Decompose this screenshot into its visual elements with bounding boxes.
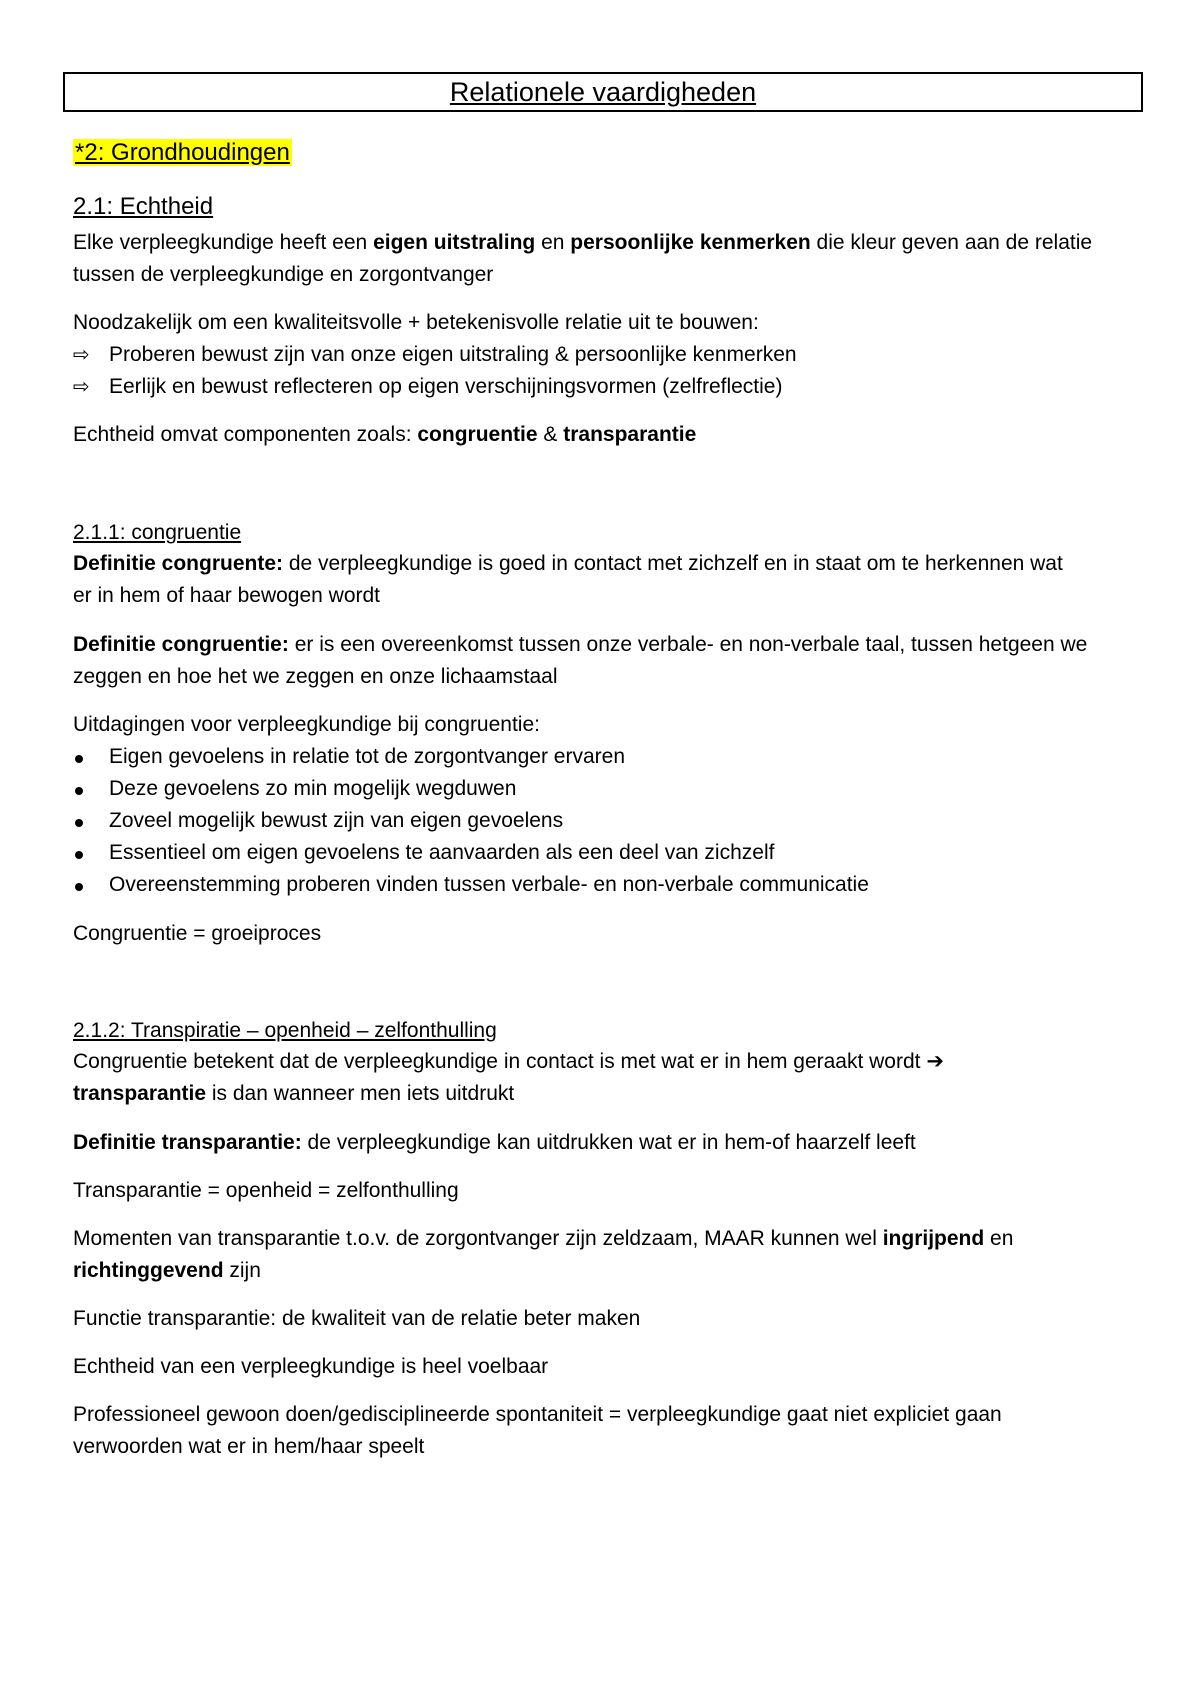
paragraph-momenten-b: [73, 1258, 261, 1284]
text-run: &: [537, 423, 564, 446]
chapter-heading: [73, 140, 292, 167]
text-run: de verpleegkundige kan uitdrukken wat er in hem-of haarzelf leeft: [301, 1131, 916, 1154]
text-run: de verpleegkundige is goed in contact met zichzelf en in staat om te herkennen wat: [283, 552, 1063, 575]
text-run: zijn: [223, 1259, 261, 1282]
subsection-heading-congruentie: 2.1.1: congruentie: [73, 521, 242, 544]
definition-congruente-b: er in hem of haar bewogen wordt: [73, 584, 381, 607]
document-title: Relationele vaardigheden: [63, 72, 1143, 112]
text-run: en: [984, 1227, 1014, 1250]
arrow-icon: ⇨: [73, 344, 90, 366]
bullet-icon: [73, 808, 97, 834]
text-run: is dan wanneer men iets uitdrukt: [206, 1082, 515, 1105]
bold-text: Definitie transparantie:: [73, 1131, 302, 1154]
bullet-icon: [73, 744, 97, 770]
bullet-icon: [73, 872, 97, 898]
paragraph-echtheid-1: [73, 230, 1092, 256]
bold-text: congruentie: [417, 423, 538, 446]
paragraph-transparantie-eq: Transparantie = openheid = zelfonthulling: [73, 1179, 459, 1202]
paragraph-echtheid-1b: tussen de verpleegkundige en zorgontvanger: [73, 263, 494, 286]
definition-congruentie: [73, 632, 1087, 658]
paragraph-functie: Functie transparantie: de kwaliteit van de relatie beter maken: [73, 1307, 641, 1330]
paragraph-echtheid-voelbaar: Echtheid van een verpleegkundige is heel voelbaar: [73, 1355, 549, 1378]
text-run: Congruentie betekent dat de verpleegkundige in contact is met wat er in hem geraakt wordt: [73, 1050, 921, 1073]
paragraph-noodzakelijk: Noodzakelijk om een kwaliteitsvolle + betekenisvolle relatie uit te bouwen:: [73, 311, 759, 334]
bold-text: transparantie: [73, 1082, 207, 1105]
paragraph-groeiproces: Congruentie = groeiproces: [73, 922, 322, 945]
bullet-icon: [73, 776, 97, 802]
subsection-heading-transparantie: 2.1.2: Transpiratie – openheid – zelfonthulling: [73, 1019, 497, 1042]
paragraph-momenten: [73, 1226, 1013, 1252]
arrow-right-icon: ➔: [926, 1050, 944, 1073]
bullet-icon: [73, 840, 97, 866]
paragraph-congruentie-betekent: [73, 1049, 944, 1075]
definition-congruentie-b: zeggen en hoe het we zeggen en onze lichaamstaal: [73, 665, 558, 688]
arrow-icon: ⇨: [73, 376, 90, 398]
paragraph-professioneel-b: verwoorden wat er in hem/haar speelt: [73, 1435, 425, 1458]
bullet-list-item: Overeenstemming proberen vinden tussen verbale- en non-verbale communicatie: [109, 873, 869, 896]
text-run: die kleur geven aan de relatie: [810, 231, 1093, 254]
text-run: Echtheid omvat componenten zoals:: [73, 423, 418, 446]
paragraph-professioneel: Professioneel gewoon doen/gedisciplineerde spontaniteit = verpleegkundige gaat niet expliciet gaan: [73, 1403, 1002, 1426]
definition-transparantie: [73, 1130, 916, 1156]
text-run: Momenten van transparantie t.o.v. de zorgontvanger zijn zeldzaam, MAAR kunnen wel: [73, 1227, 883, 1250]
paragraph-uitdagingen: Uitdagingen voor verpleegkundige bij congruentie:: [73, 713, 540, 736]
bold-text: Definitie congruentie:: [73, 633, 289, 656]
arrow-list-item: Eerlijk en bewust reflecteren op eigen verschijningsvormen (zelfreflectie): [109, 375, 783, 398]
bullet-list-item: Zoveel mogelijk bewust zijn van eigen gevoelens: [109, 809, 564, 832]
bold-text: richtinggevend: [73, 1259, 224, 1282]
bullet-list-item: Essentieel om eigen gevoelens te aanvaarden als een deel van zichzelf: [109, 841, 775, 864]
section-heading-echtheid: 2.1: Echtheid: [73, 193, 214, 220]
bold-text: ingrijpend: [882, 1227, 985, 1250]
bold-text: Definitie congruente:: [73, 552, 284, 575]
chapter-heading-text: *2: Grondhoudingen: [75, 139, 290, 166]
bullet-list-item: Eigen gevoelens in relatie tot de zorgontvanger ervaren: [109, 745, 625, 768]
bold-text: transparantie: [563, 423, 697, 446]
text-run: Elke verpleegkundige heeft een: [73, 231, 374, 254]
paragraph-componenten: [73, 422, 696, 448]
bold-text: eigen uitstraling: [373, 231, 536, 254]
arrow-list-item: Proberen bewust zijn van onze eigen uitstraling & persoonlijke kenmerken: [109, 343, 797, 366]
text-run: en: [535, 231, 571, 254]
definition-congruente: [73, 551, 1063, 577]
bold-text: persoonlijke kenmerken: [570, 231, 811, 254]
paragraph-transparantie-uitdrukt: [73, 1081, 514, 1107]
bullet-list-item: Deze gevoelens zo min mogelijk wegduwen: [109, 777, 517, 800]
text-run: er is een overeenkomst tussen onze verbale- en non-verbale taal, tussen hetgeen we: [288, 633, 1088, 656]
